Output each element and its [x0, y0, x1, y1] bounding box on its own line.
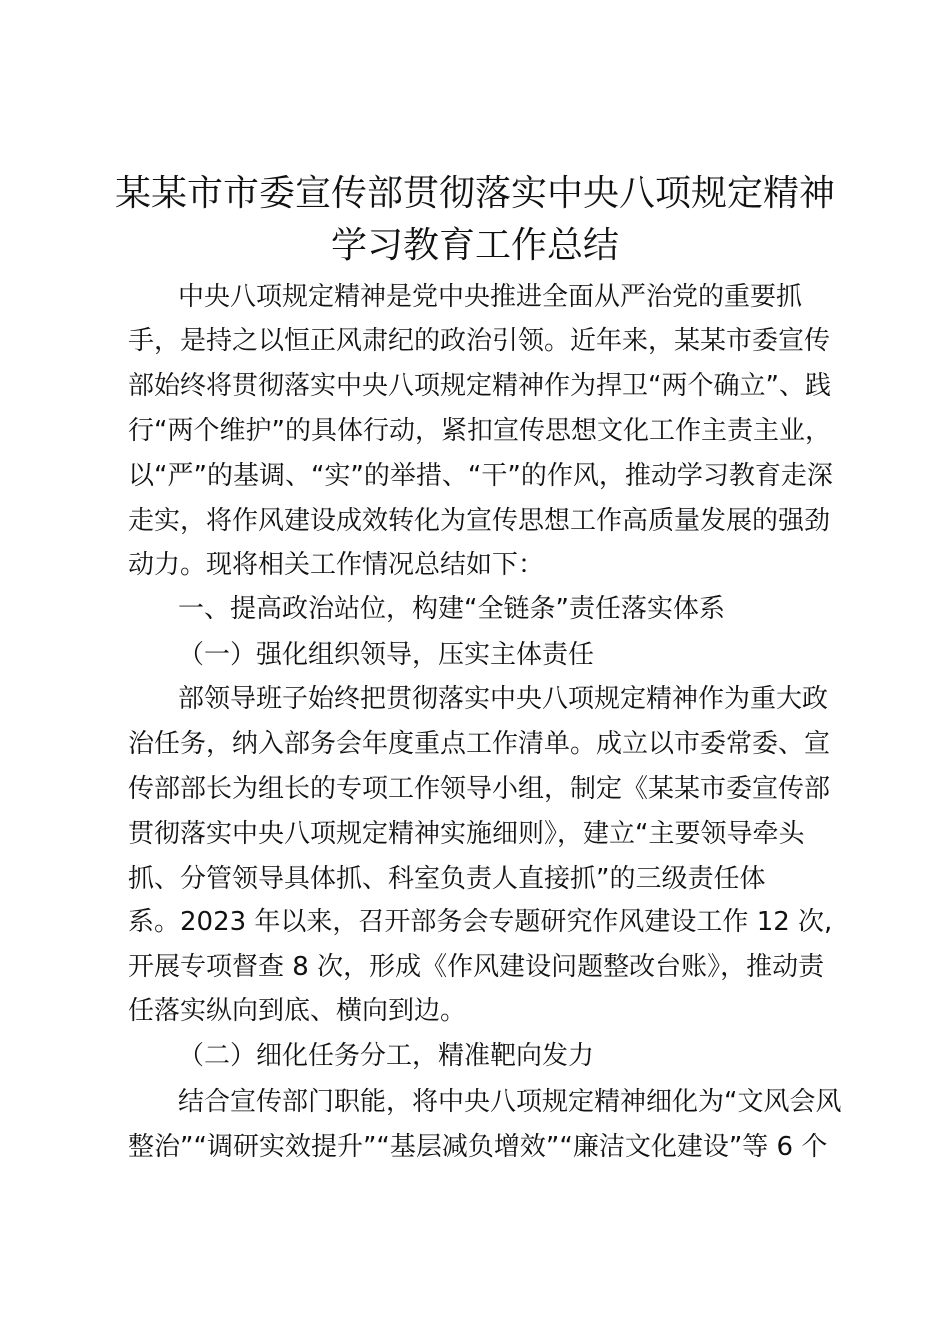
subsection-heading: （一）强化组织领导，压实主体责任 [178, 640, 595, 670]
paragraph-line: 部始终将贯彻落实中央八项规定精神作为捍卫“两个确立”、践 [128, 371, 831, 401]
paragraph-line: 贯彻落实中央八项规定精神实施细则》，建立“主要领导牵头 [128, 819, 805, 849]
paragraph-line: 中央八项规定精神是党中央推进全面从严治党的重要抓 [178, 282, 803, 312]
document-title-line-2: 学习教育工作总结 [330, 225, 619, 266]
document-title-line-1: 某某市市委宣传部贯彻落实中央八项规定精神 [114, 173, 835, 214]
paragraph-line: 行“两个维护”的具体行动，紧扣宣传思想文化工作主责主业， [128, 416, 831, 446]
paragraph-line: 部领导班子始终把贯彻落实中央八项规定精神作为重大政 [178, 684, 829, 714]
paragraph-line: 治任务，纳入部务会年度重点工作清单。成立以市委常委、宣 [128, 729, 831, 759]
paragraph-line: 走实，将作风建设成效转化为宣传思想工作高质量发展的强劲 [128, 506, 831, 536]
paragraph-line: 抓、分管领导具体抓、科室负责人直接抓”的三级责任体 [128, 864, 766, 894]
subsection-heading: （二）细化任务分工，精准靶向发力 [178, 1041, 595, 1071]
paragraph-line: 整治”“调研实效提升”“基层减负增效”“廉洁文化建设”等 6 个 [128, 1132, 828, 1162]
paragraph-line: 任落实纵向到底、横向到边。 [128, 996, 467, 1026]
section-heading: 一、提高政治站位，构建“全链条”责任落实体系 [178, 594, 725, 624]
paragraph-line: 传部部长为组长的专项工作领导小组，制定《某某市委宣传部 [128, 774, 831, 804]
paragraph-line: 以“严”的基调、“实”的举措、“干”的作风，推动学习教育走深 [128, 461, 833, 491]
paragraph-line: 系。2023 年以来，召开部务会专题研究作风建设工作 12 次, [128, 907, 833, 937]
paragraph-line: 结合宣传部门职能，将中央八项规定精神细化为“文风会风 [178, 1087, 842, 1117]
paragraph-line: 开展专项督查 8 次，形成《作风建设问题整改台账》，推动责 [128, 952, 825, 982]
paragraph-line: 动力。现将相关工作情况总结如下： [128, 550, 545, 580]
paragraph-line: 手，是持之以恒正风肃纪的政治引领。近年来，某某市委宣传 [128, 326, 831, 356]
